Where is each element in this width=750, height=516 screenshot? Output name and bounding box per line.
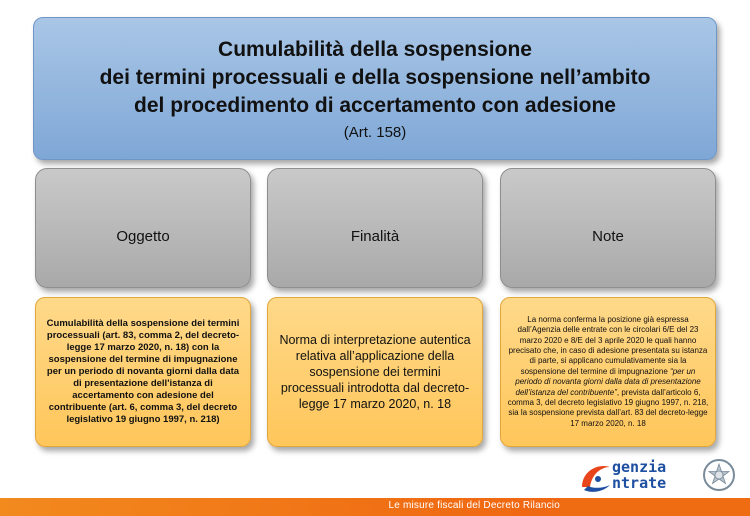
column-header-note	[500, 168, 716, 288]
article-reference: (Art. 158)	[343, 124, 407, 141]
footer-accent	[560, 498, 750, 516]
title-line-1: Cumulabilità della sospensione	[218, 38, 532, 61]
finalita-text: Norma di interpretazione autentica relativa all’applicazione della sospensione dei termini processuali introdotta dal decreto-legge 17 marzo 2020, n. 18	[279, 333, 471, 411]
title-line-2: dei termini processuali e della sospensione nell’ambito	[99, 66, 651, 89]
content-box-oggetto	[35, 297, 251, 447]
column-header-finalita	[267, 168, 483, 288]
content-box-note	[500, 297, 716, 447]
column-header-label: Oggetto	[116, 227, 170, 245]
note-text	[507, 315, 709, 429]
logo-wordmark	[612, 459, 666, 491]
logo-text-line-2: ntrate	[612, 474, 667, 492]
oggetto-text: Cumulabilità della sospensione dei termini processuali (art. 83, comma 2, del decreto-legge 17 marzo 2020, n. 18) con la sospensione del termine di impugnazione per un periodo di novanta giorni dalla data di presentazione dell'istanza di accertamento con adesione del contribuente (art. 6, comma 3, del decreto legislativo 19 giugno 1997, n. 218)	[46, 318, 240, 425]
note-text-quote: “per un periodo di novanta giorni dalla data di presentazione dell’istanza del contribuente”	[515, 366, 701, 397]
column-header-label: Note	[592, 227, 624, 245]
title-panel	[33, 17, 717, 160]
title-line-3: del procedimento di accertamento con adesione	[134, 94, 616, 117]
logo-text-line-1: genzia	[612, 458, 667, 476]
note-text-part-1: La norma conferma la posizione già espressa dall’Agenzia delle entrate con le circolari 6/E del 23 marzo 2020 e 8/E del 3 aprile 2020 le quali hanno precisato che, in caso di adesione presentata su istanza di parte, si applicano cumulativamente sia la sospensione del termine di impugnazione	[508, 314, 708, 376]
column-header-label: Finalità	[350, 227, 400, 245]
column-header-oggetto	[35, 168, 251, 288]
agenzia-entrate-logo	[576, 457, 746, 497]
content-box-finalita	[267, 297, 483, 447]
footer-bar	[0, 498, 750, 516]
state-emblem-icon	[702, 457, 736, 495]
note-text-part-2: , prevista dall’articolo 6, comma 3, del decreto legislativo 19 giugno 1997, n. 218, sia la sospensione prevista dall’art. 83 del decreto-legge 17 marzo 2020, n. 18	[507, 387, 709, 428]
footer-caption: Le misure fiscali del Decreto Rilancio	[388, 500, 560, 511]
logo-swoosh-icon	[576, 457, 616, 497]
